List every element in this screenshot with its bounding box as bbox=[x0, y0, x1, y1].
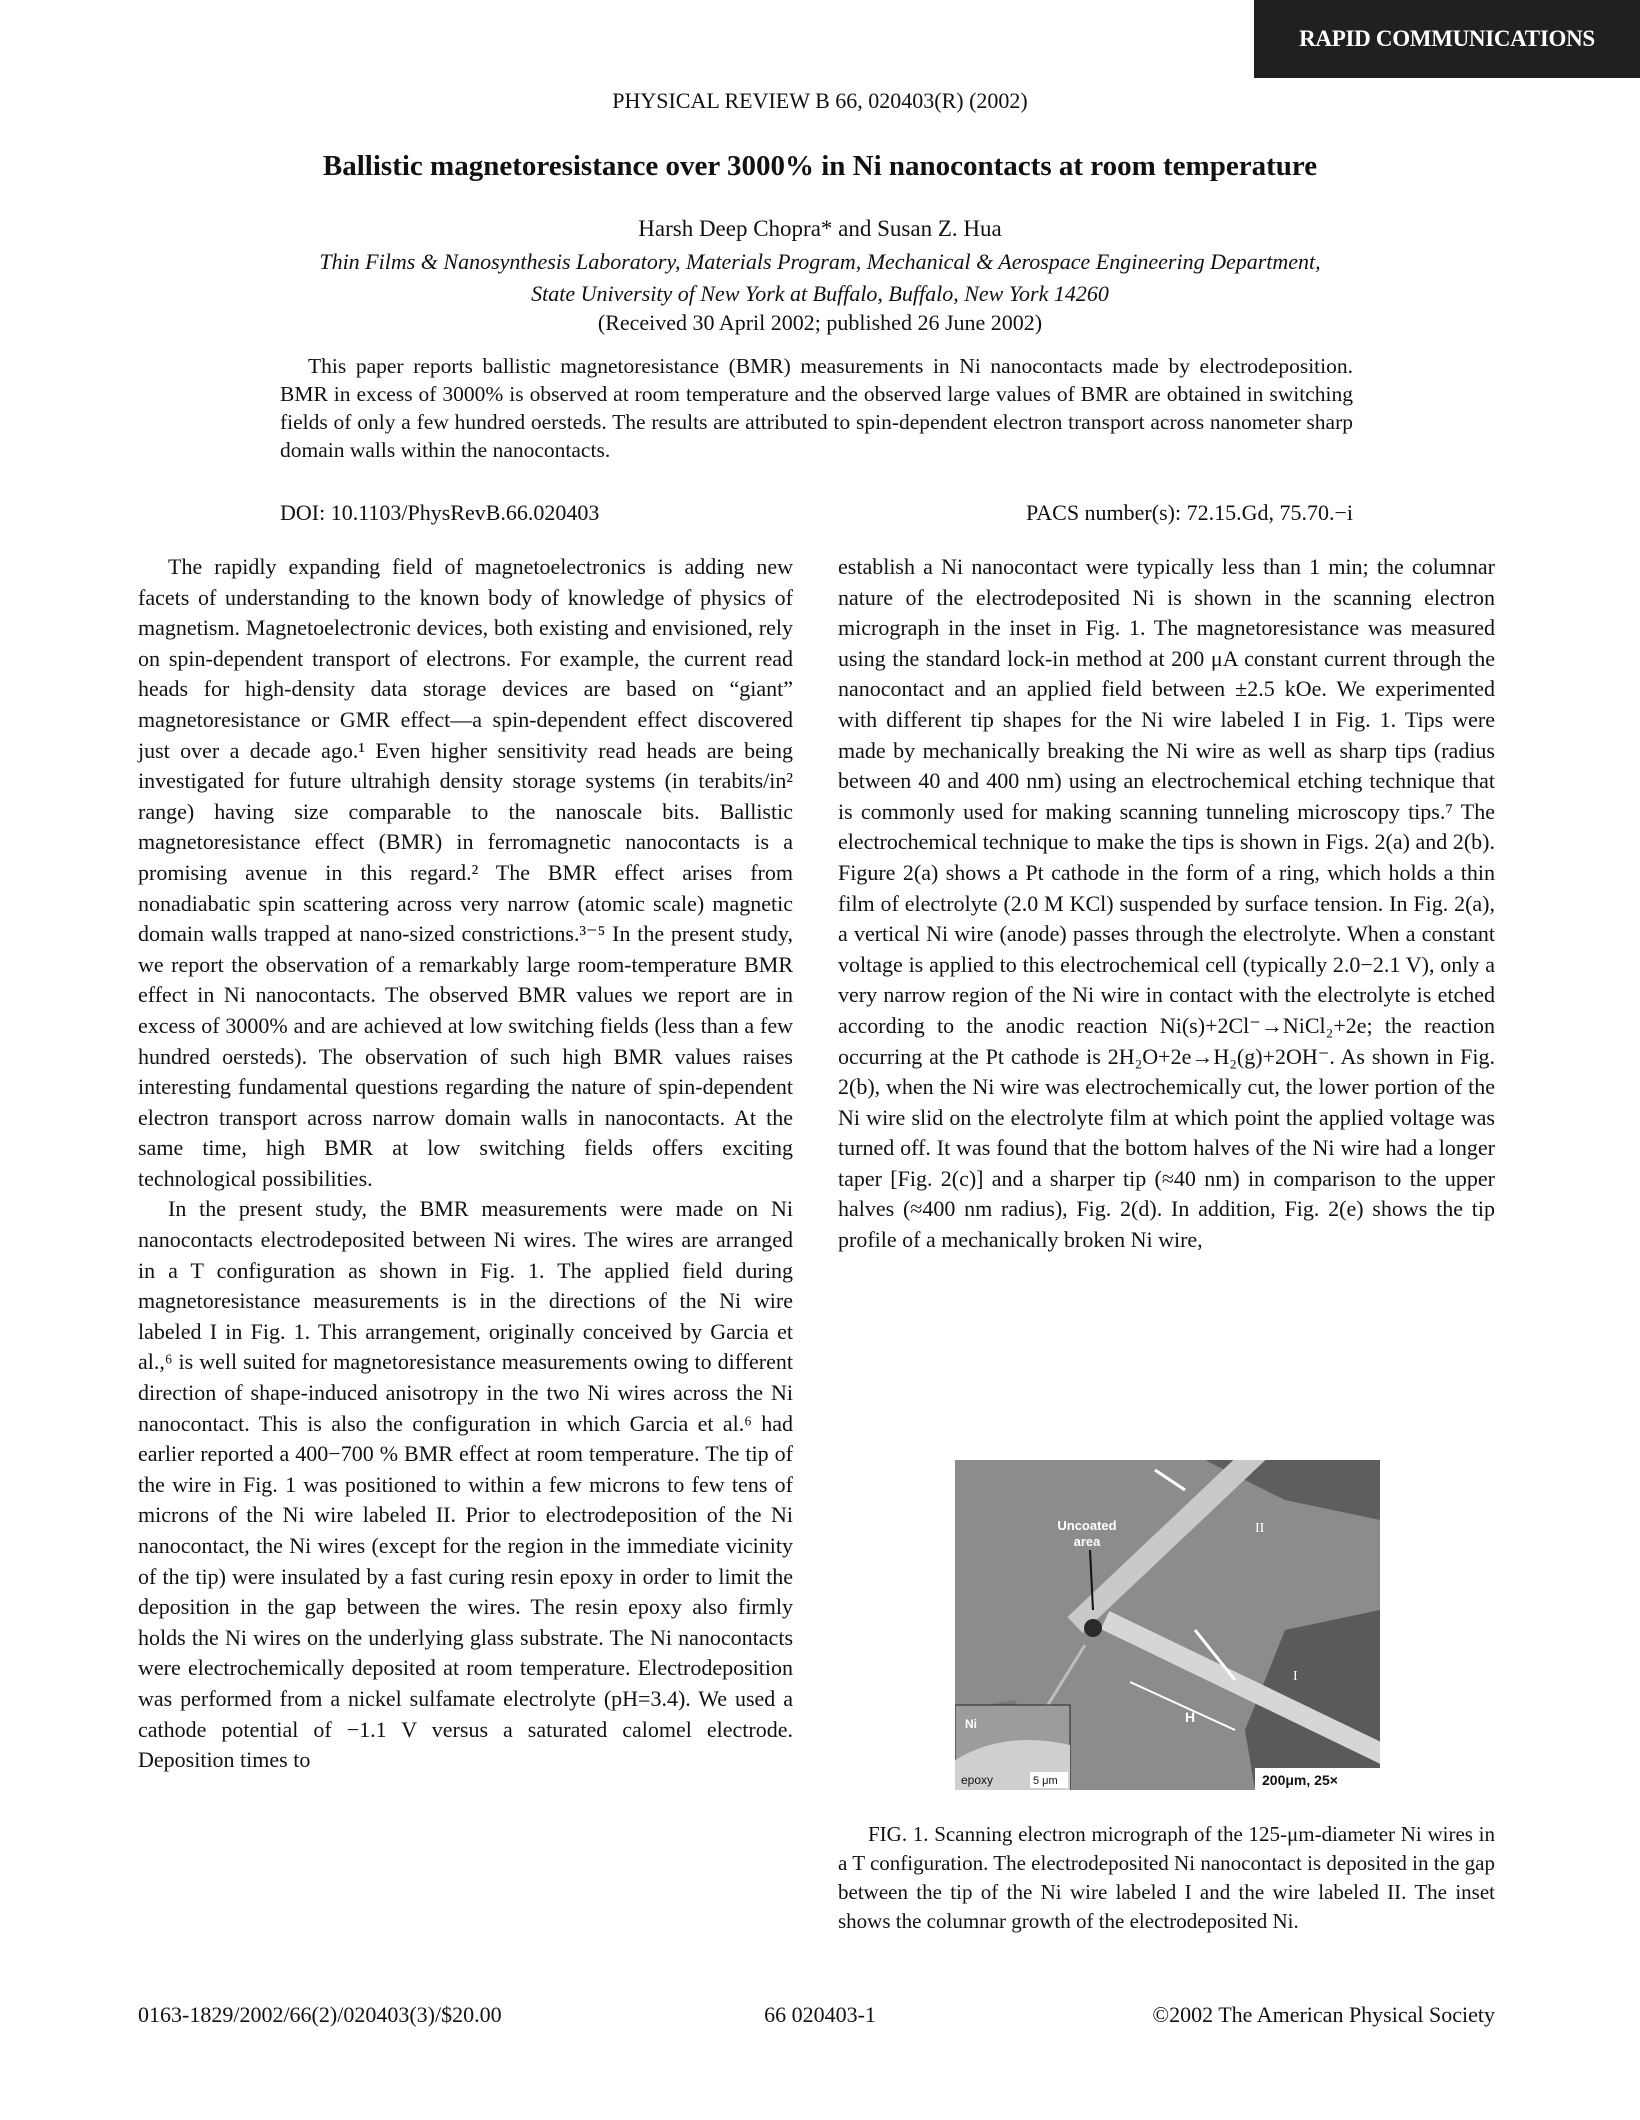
pacs-numbers: PACS number(s): 72.15.Gd, 75.70.−i bbox=[1026, 500, 1353, 525]
scale-label: 200μm, 25× bbox=[1262, 1772, 1338, 1788]
inset bbox=[955, 1705, 1070, 1790]
label-wire-I: I bbox=[1293, 1669, 1298, 1684]
label-area: area bbox=[1073, 1534, 1101, 1549]
inset-scale: 5 μm bbox=[1033, 1775, 1058, 1787]
body-paragraph: In the present study, the BMR measurements were made on Ni nanocontacts electrodeposited between Ni wires. The wires are arranged in a T configuration as shown in Fig. 1. The applied field during magnetoresistance measurements is in the directions of the Ni wire labeled I in Fig. 1. This arrangement, originally conceived by Garcia et al.,⁶ is well suited for magnetoresistance measurements owing to different direction of shape-induced anisotropy in the two Ni wires across the Ni nanocontact. This is also the configuration in which Garcia et al.⁶ had earlier reported a 400−700 % BMR effect at room temperature. The tip of the wire in Fig. 1 was positioned to within a few microns to few tens of microns of the Ni wire labeled II. Prior to electrodeposition of the Ni nanocontact, the Ni wires (except for the region in the immediate vicinity of the tip) were insulated by a fast curing resin epoxy in order to limit the deposition in the gap between the wires. The resin epoxy also firmly holds the Ni wires on the underlying glass substrate. The Ni nanocontacts were electrochemically deposited at room temperature. Electrodeposition was performed from a nickel sulfamate electrolyte (pH=3.4). We used a cathode potential of −1.1 V versus a saturated calomel electrode. Deposition times to bbox=[138, 1196, 793, 1773]
journal-header: PHYSICAL REVIEW B 66, 020403(R) (2002) bbox=[612, 88, 1028, 113]
footer-page-number: 66 020403-1 bbox=[764, 2002, 876, 2027]
article-title: Ballistic magnetoresistance over 3000% in Ni nanocontacts at room temperature bbox=[322, 150, 1318, 182]
footer-copyright: ©2002 The American Physical Society bbox=[1152, 2002, 1495, 2027]
doi: DOI: 10.1103/PhysRevB.66.020403 bbox=[280, 500, 600, 525]
affiliation-line-1: Thin Films & Nanosynthesis Laboratory, Materials Program, Mechanical & Aerospace Engineering Department, bbox=[319, 249, 1321, 274]
label-wire-II: II bbox=[1255, 1521, 1265, 1536]
body-paragraph: establish a Ni nanocontact were typically less than 1 min; the columnar nature of the electrodeposited Ni is shown in the scanning electron micrograph in the inset in Fig. 1. The magnetoresistance was measured using the standard lock-in method at 200 μA constant current through the nanocontact and an applied field between ±2.5 kOe. We experimented with different tip shapes for the Ni wire labeled I in Fig. 1. Tips were made by mechanically breaking the Ni wire as well as sharp tips (radius between 40 and 400 nm) using an electrochemical etching technique that is commonly used for making scanning tunneling microscopy tips.⁷ The electrochemical technique to make the tips is shown in Figs. 2(a) and 2(b). Figure 2(a) shows a Pt cathode in the form of a ring, which holds a thin film of electrolyte (2.0 M KCl) suspended by surface tension. In Fig. 2(a), a vertical Ni wire (anode) passes through the electrolyte. When a constant voltage is applied to this electrochemical cell (typically 2.0−2.1 V), only a very narrow region of the Ni wire in contact with the electrolyte is etched according to the anodic reaction Ni(s)+2Cl⁻→NiCl₂+2e; the reaction occurring at the Pt cathode is 2H₂O+2e→H₂(g)+2OH⁻. As shown in Fig. 2(b), when the Ni wire was electrochemically cut, the lower portion of the Ni wire slid on the electrolyte film at which point the applied voltage was turned off. It was found that the bottom halves of the Ni wire had a longer taper [Fig. 2(c)] and a sharper tip (≈40 nm) in comparison to the upper halves (≈400 nm radius), Fig. 2(d). In addition, Fig. 2(e) shows the tip profile of a mechanically broken Ni wire, bbox=[838, 554, 1495, 1253]
inset-label-ni: Ni bbox=[965, 1717, 977, 1731]
label-field-H: H bbox=[1185, 1709, 1196, 1725]
body-column-right bbox=[838, 552, 1495, 1256]
inset-label-epoxy: epoxy bbox=[961, 1773, 994, 1787]
rapid-communications-banner: RAPID COMMUNICATIONS bbox=[1254, 0, 1640, 78]
body-paragraph: The rapidly expanding field of magnetoelectronics is adding new facets of understanding to the known body of knowledge of physics of magnetism. Magnetoelectronic devices, both existing and envisioned, rely on spin-dependent transport of electrons. For example, the current read heads for high-density data storage devices are based on “giant” magnetoresistance or GMR effect—a spin-dependent effect discovered just over a decade ago.¹ Even higher sensitivity read heads are being investigated for future ultrahigh density storage systems (in terabits/in² range) having size comparable to the nanoscale bits. Ballistic magnetoresistance effect (BMR) in ferromagnetic nanocontacts is a promising avenue in this regard.² The BMR effect arises from nonadiabatic spin scattering across very narrow (atomic scale) magnetic domain walls trapped at nano-sized constrictions.³⁻⁵ In the present study, we report the observation of a remarkably large room-temperature BMR effect in Ni nanocontacts. The observed BMR values we report are in excess of 3000% and are achieved at low switching fields (less than a few hundred oersteds). The observation of such high BMR values raises interesting fundamental questions regarding the nature of spin-dependent electron transport across narrow domain walls in nanocontacts. At the same time, high BMR at low switching fields offers exciting technological possibilities. bbox=[138, 554, 793, 1191]
affiliation-line-2: State University of New York at Buffalo, Buffalo, New York 14260 bbox=[531, 281, 1109, 306]
abstract: This paper reports ballistic magnetoresistance (BMR) measurements in Ni nanocontacts made by electrodeposition. BMR in excess of 3000% is observed at room temperature and the observed large values of BMR are obtained in switching fields of only a few hundred oersteds. The results are attributed to spin-dependent electron transport across nanometer sharp domain walls within the nanocontacts. bbox=[280, 354, 1353, 462]
micrograph-svg bbox=[955, 1460, 1380, 1790]
article-affiliation bbox=[0, 246, 1640, 310]
footer-issn: 0163-1829/2002/66(2)/020403(3)/$20.00 bbox=[138, 2002, 502, 2027]
article-authors: Harsh Deep Chopra* and Susan Z. Hua bbox=[638, 216, 1002, 241]
body-column-left bbox=[138, 552, 793, 1776]
label-uncoated: Uncoated bbox=[1057, 1518, 1117, 1533]
figure-1-caption: FIG. 1. Scanning electron micrograph of the 125-μm-diameter Ni wires in a T configuration. The electrodeposited Ni nanocontact is deposited in the gap between the tip of the Ni wire labeled I and the wire labeled II. The inset shows the columnar growth of the electrodeposited Ni. bbox=[838, 1822, 1495, 1933]
received-dates: (Received 30 April 2002; published 26 June 2002) bbox=[597, 310, 1043, 335]
figure-1-micrograph bbox=[955, 1460, 1380, 1790]
nanocontact-gap bbox=[1084, 1619, 1102, 1637]
